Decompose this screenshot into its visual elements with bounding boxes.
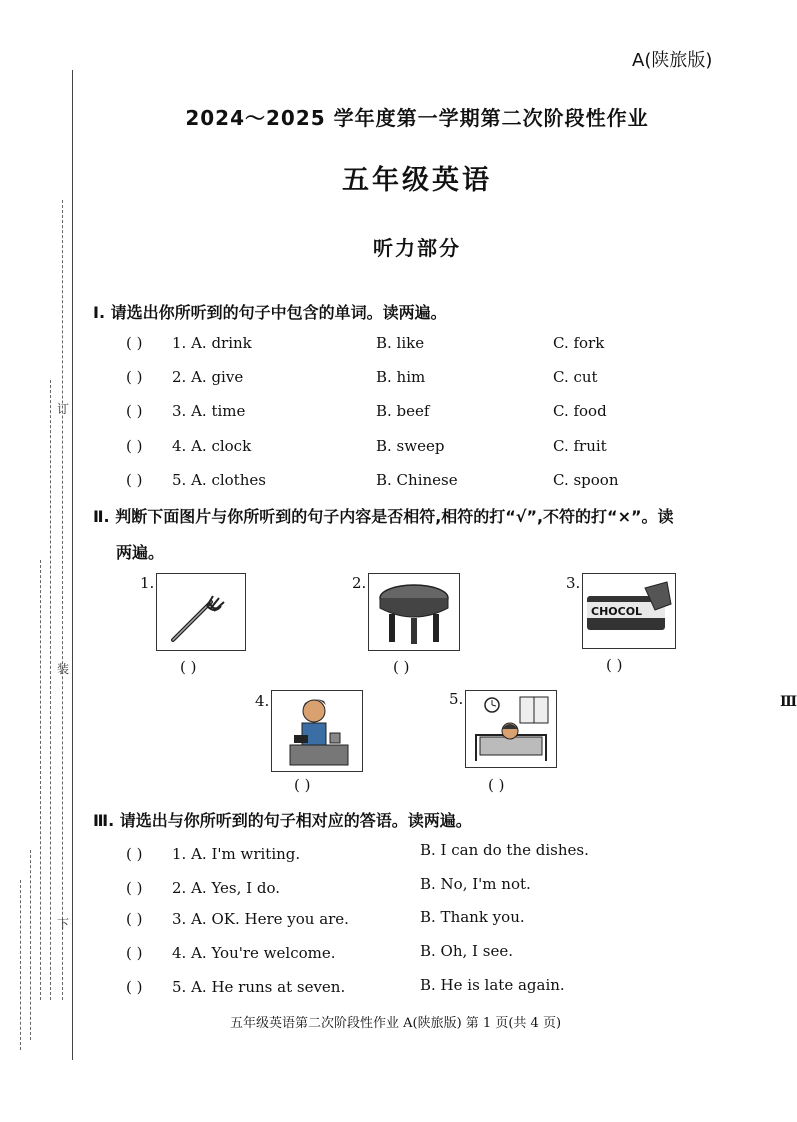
cut-line bbox=[30, 850, 31, 1040]
chocolate-icon bbox=[583, 574, 675, 648]
picture-1 bbox=[156, 573, 246, 651]
side-mark: Ⅲ bbox=[780, 694, 797, 710]
option-b: B. him bbox=[376, 368, 426, 386]
option-b: B. Oh, I see. bbox=[420, 942, 513, 960]
option-c: C. fruit bbox=[553, 437, 607, 455]
picture-answer-blank[interactable]: ( ) bbox=[488, 776, 505, 794]
option-a: 1. A. drink bbox=[172, 334, 252, 352]
option-b: B. Thank you. bbox=[420, 908, 525, 926]
picture-answer-blank[interactable]: ( ) bbox=[606, 656, 623, 674]
section2-heading-cont: 两遍。 bbox=[116, 543, 165, 562]
picture-number: 5. bbox=[449, 690, 464, 708]
option-b: B. I can do the dishes. bbox=[420, 841, 589, 859]
option-b: B. sweep bbox=[376, 437, 445, 455]
picture-4 bbox=[271, 690, 363, 772]
picture-answer-blank[interactable]: ( ) bbox=[294, 776, 311, 794]
option-c: C. cut bbox=[553, 368, 598, 386]
section3-heading: Ⅲ. 请选出与你所听到的句子相对应的答语。读两遍。 bbox=[93, 811, 472, 830]
answer-blank[interactable]: ( ) bbox=[126, 334, 143, 352]
page-footer: 五年级英语第二次阶段性作业 A(陕旅版) 第 1 页(共 4 页) bbox=[230, 1016, 562, 1031]
option-b: B. He is late again. bbox=[420, 976, 565, 994]
answer-blank[interactable]: ( ) bbox=[126, 437, 143, 455]
option-a: 3. A. time bbox=[172, 402, 246, 420]
answer-blank[interactable]: ( ) bbox=[126, 910, 143, 928]
boy-cooking-icon bbox=[272, 691, 362, 771]
subject-title: 五年级英语 bbox=[342, 165, 492, 196]
picture-5 bbox=[465, 690, 557, 768]
cut-line bbox=[40, 560, 41, 1000]
option-c: C. fork bbox=[553, 334, 605, 352]
binding-line bbox=[72, 70, 73, 1060]
option-a: 4. A. clock bbox=[172, 437, 252, 455]
answer-blank[interactable]: ( ) bbox=[126, 471, 143, 489]
bedroom-clock-icon bbox=[466, 691, 556, 767]
section1-heading: Ⅰ. 请选出你所听到的句子中包含的单词。读两遍。 bbox=[93, 303, 447, 322]
picture-number: 1. bbox=[140, 574, 155, 592]
option-a: 3. A. OK. Here you are. bbox=[172, 910, 349, 928]
option-b: B. No, I'm not. bbox=[420, 875, 531, 893]
answer-blank[interactable]: ( ) bbox=[126, 978, 143, 996]
table-icon bbox=[369, 574, 459, 650]
picture-number: 3. bbox=[566, 574, 581, 592]
option-a: 2. A. give bbox=[172, 368, 244, 386]
option-a: 5. A. clothes bbox=[172, 471, 266, 489]
answer-blank[interactable]: ( ) bbox=[126, 402, 143, 420]
option-a: 1. A. I'm writing. bbox=[172, 845, 301, 863]
option-b: B. Chinese bbox=[376, 471, 458, 489]
picture-3 bbox=[582, 573, 676, 649]
chocolate-label: CHOCOL bbox=[591, 605, 643, 618]
option-a: 4. A. You're welcome. bbox=[172, 944, 336, 962]
cut-line bbox=[20, 880, 21, 1050]
picture-answer-blank[interactable]: ( ) bbox=[180, 658, 197, 676]
margin-xian: 下 bbox=[57, 917, 70, 931]
picture-number: 4. bbox=[255, 692, 270, 710]
edition-label: A(陕旅版) bbox=[632, 50, 713, 71]
option-a: 5. A. He runs at seven. bbox=[172, 978, 346, 996]
picture-2 bbox=[368, 573, 460, 651]
picture-answer-blank[interactable]: ( ) bbox=[393, 658, 410, 676]
cut-line bbox=[50, 380, 51, 1000]
margin-ding: 订 bbox=[57, 402, 70, 416]
answer-blank[interactable]: ( ) bbox=[126, 368, 143, 386]
fork-icon bbox=[157, 574, 245, 650]
option-c: C. spoon bbox=[553, 471, 619, 489]
option-c: C. food bbox=[553, 402, 607, 420]
part-title: 听力部分 bbox=[373, 236, 461, 260]
section2-heading: Ⅱ. 判断下面图片与你所听到的句子内容是否相符,相符的打“√”,不符的打“×”。读 bbox=[93, 507, 674, 526]
option-a: 2. A. Yes, I do. bbox=[172, 879, 280, 897]
option-b: B. beef bbox=[376, 402, 430, 420]
page-title: 2024～2025 学年度第一学期第二次阶段性作业 bbox=[185, 106, 649, 130]
answer-blank[interactable]: ( ) bbox=[126, 944, 143, 962]
picture-number: 2. bbox=[352, 574, 367, 592]
answer-blank[interactable]: ( ) bbox=[126, 845, 143, 863]
option-b: B. like bbox=[376, 334, 425, 352]
answer-blank[interactable]: ( ) bbox=[126, 879, 143, 897]
cut-line bbox=[62, 200, 63, 1000]
margin-zhuang: 装 bbox=[57, 662, 70, 676]
